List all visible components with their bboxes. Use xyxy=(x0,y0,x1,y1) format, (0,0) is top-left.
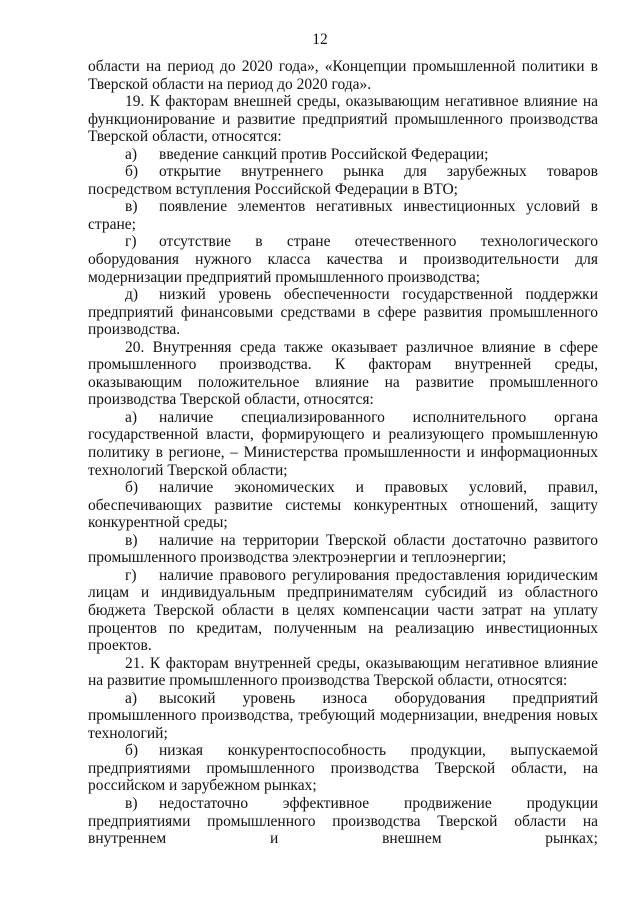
list-item-marker: г) xyxy=(125,566,137,584)
list-item-text: высокий уровень износа оборудования предприятий промышленного производства, требующий модернизации, внедрения новых технологий; xyxy=(88,689,598,742)
list-item-marker: г) xyxy=(125,233,137,251)
list-item xyxy=(88,198,598,233)
list-item xyxy=(88,567,598,655)
list-item-text: отсутствие в стране отечественного технологического оборудования нужного класса качества и производительности для модернизации предприятий промышленного производства; xyxy=(88,233,598,286)
list-item xyxy=(88,532,598,567)
list-item xyxy=(88,795,598,848)
numbered-paragraph: 21. К факторам внутренней среды, оказывающим негативное влияние на развитие промышленного производства Тверской области, относятся: xyxy=(88,654,598,690)
numbered-paragraph: 19. К факторам внешней среды, оказывающим негативное влияние на функционирование и развитие предприятий промышленного производства Тверской области, относятся: xyxy=(88,93,598,146)
list-item-marker: б) xyxy=(125,742,139,760)
list-item xyxy=(88,409,598,479)
list-item-marker: б) xyxy=(125,163,139,181)
continued-paragraph: области на период до 2020 года», «Концепции промышленной политики в Тверской области на период до 2020 года». xyxy=(88,58,598,93)
list-item-marker: д) xyxy=(125,286,139,304)
list-item xyxy=(88,690,598,743)
list-item-text: введение санкций против Российской Федерации; xyxy=(159,145,489,163)
list-item-text: наличие на территории Тверской области достаточно развитого промышленного производства электроэнергии и теплоэнергии; xyxy=(88,531,598,567)
list-item-marker: в) xyxy=(125,794,138,812)
list-item xyxy=(88,286,598,339)
document-body xyxy=(88,58,598,848)
list-item-text: недостаточно эффективное продвижение продукции предприятиями промышленного производства Тверской области на внутреннем и внешнем рынках; xyxy=(88,794,598,848)
list-item-text: наличие экономических и правовых условий, правил, обеспечивающих развитие системы конкурентных отношений, защиту конкурентной среды; xyxy=(88,479,598,532)
list-item-text: открытие внутреннего рынка для зарубежных товаров посредством вступления Российской Федерации в ВТО; xyxy=(88,163,598,198)
list-item-marker: а) xyxy=(125,145,138,163)
list-item-marker: а) xyxy=(125,689,138,707)
list-item-marker: в) xyxy=(125,198,138,216)
list-item-marker: б) xyxy=(125,479,139,497)
list-item-marker: а) xyxy=(125,408,138,426)
list-item-text: появление элементов негативных инвестиционных условий в стране; xyxy=(88,198,598,233)
list-item-text: низкая конкурентоспособность продукции, выпускаемой предприятиями промышленного производства Тверской области, на российском и зарубежном рынках; xyxy=(88,742,598,795)
list-item-marker: в) xyxy=(125,531,138,549)
list-item xyxy=(88,742,598,795)
list-item xyxy=(88,163,598,198)
list-item-text: наличие правового регулирования предоставления юридическим лицам и индивидуальным предпринимателям субсидий из областного бюджета Тверской области в целях компенсации части затрат на уплату процентов по кредитам, полученным на реализацию инвестиционных проектов. xyxy=(88,566,598,655)
list-item-text: низкий уровень обеспеченности государственной поддержки предприятий финансовыми средствами в сфере развития промышленного производства. xyxy=(88,286,598,339)
list-item-text: наличие специализированного исполнительного органа государственной власти, формирующего и реализующего промышленную политику в регионе, – Министерства промышленности и информационных технологий Тверской области; xyxy=(88,408,598,479)
list-item xyxy=(88,146,598,164)
page-number: 12 xyxy=(312,31,328,48)
list-item xyxy=(88,233,598,286)
list-item xyxy=(88,479,598,532)
numbered-paragraph: 20. Внутренняя среда также оказывает различное влияние в сфере промышленного производства. К факторам внутренней среды, оказывающим положительное влияние на развитие промышленного производства Тверской области, относятся: xyxy=(88,338,598,409)
